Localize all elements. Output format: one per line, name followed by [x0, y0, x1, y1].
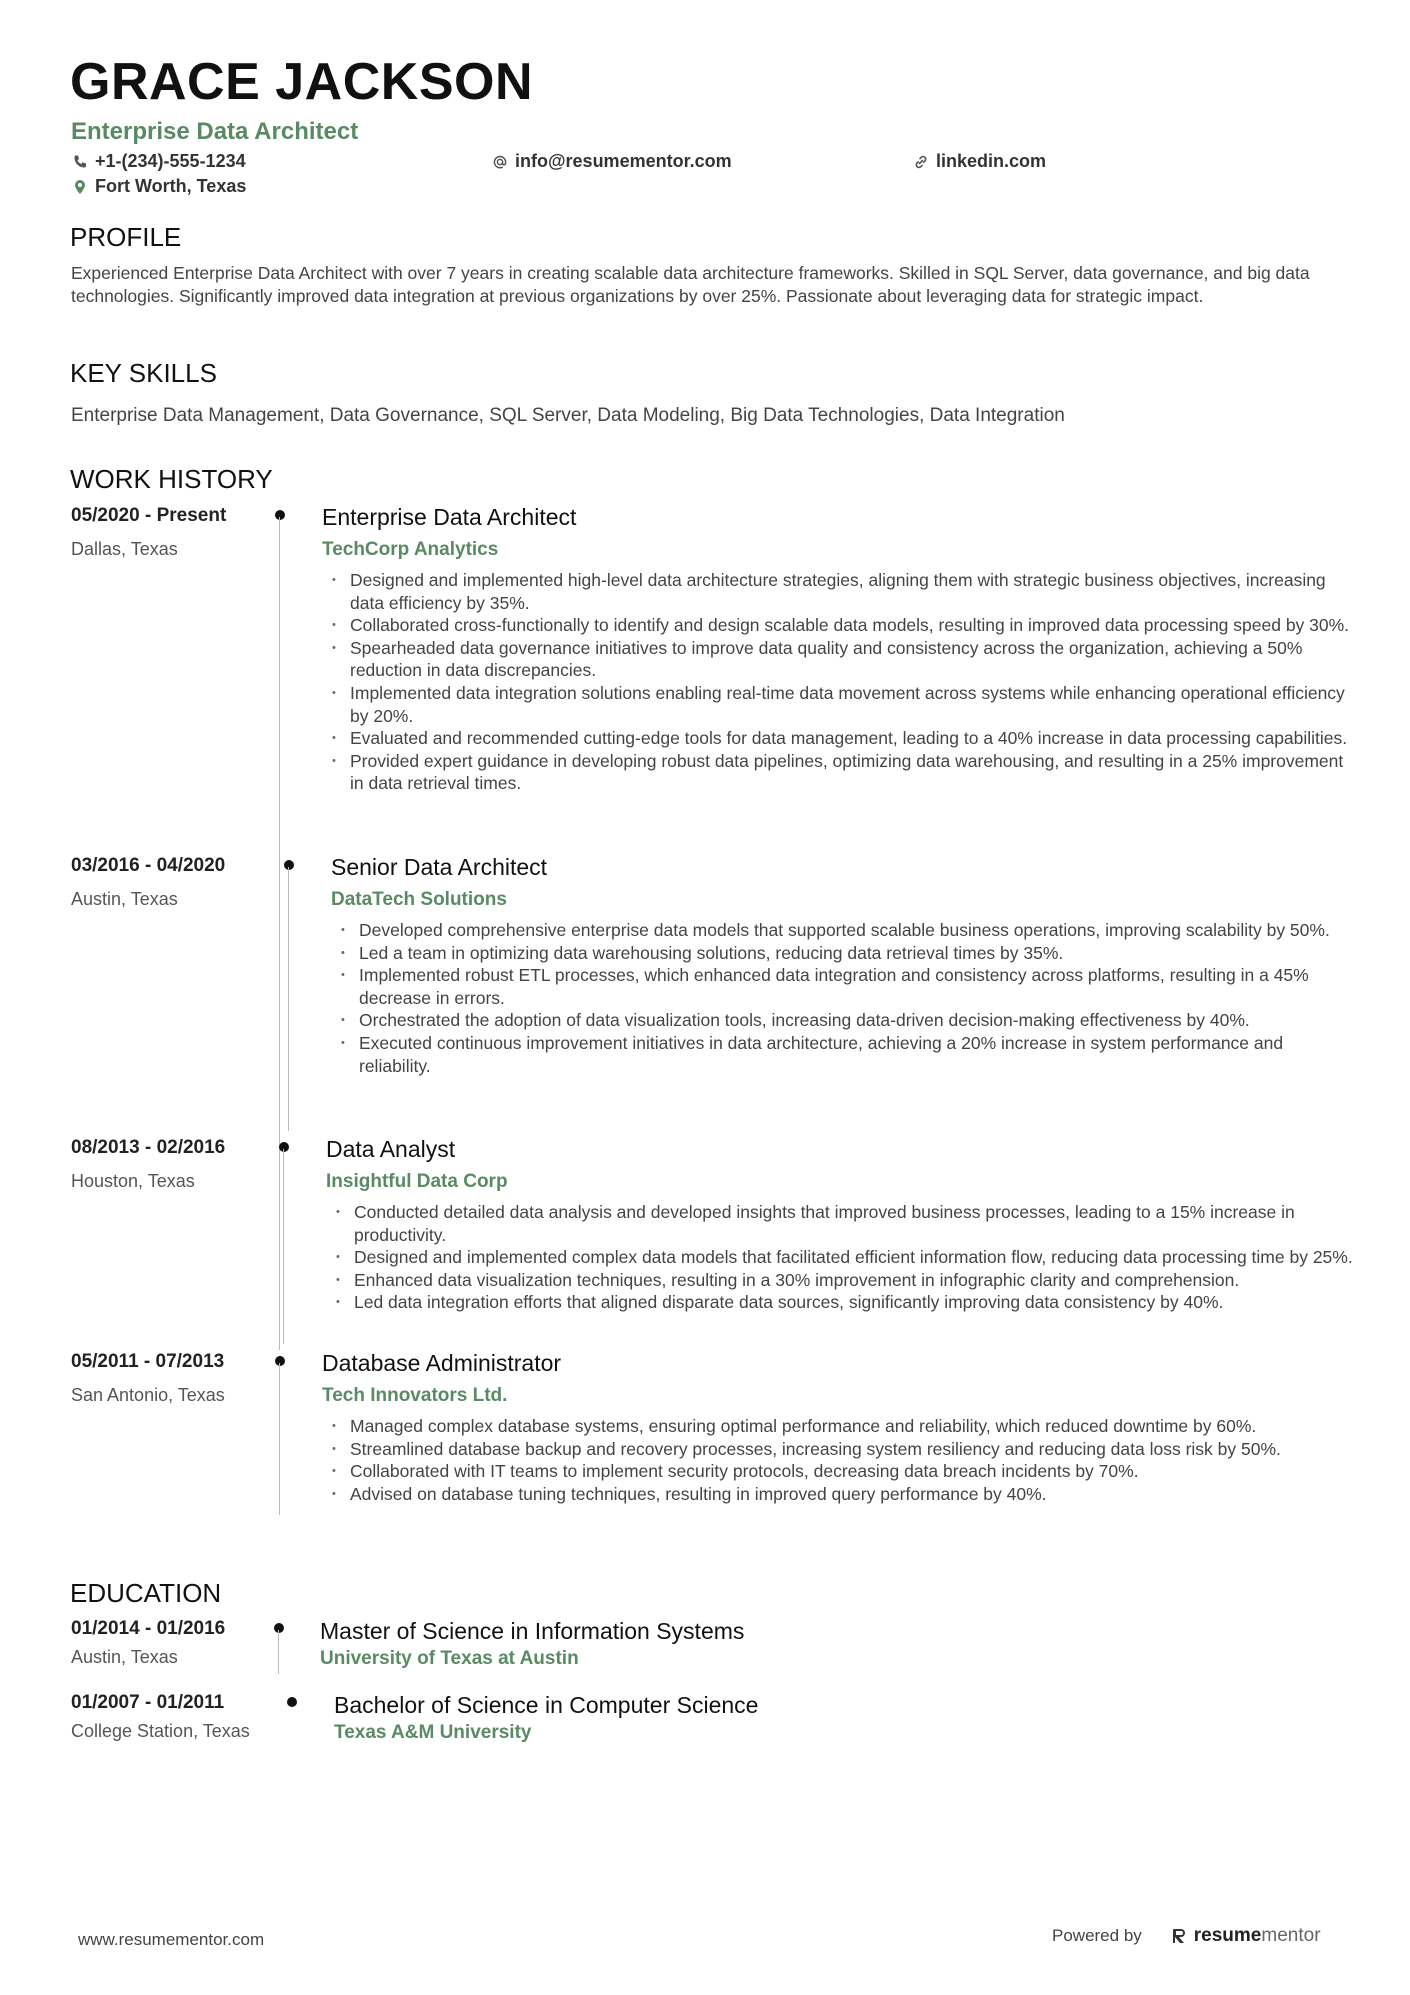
list-item: • Advised on database tuning techniques, resulting in improved query performance by 40%.: [327, 1483, 1357, 1506]
list-item: • Managed complex database systems, ensuring optimal performance and reliability, which reduced downtime by 60%.: [327, 1415, 1357, 1438]
degree-title: Master of Science in Information Systems: [320, 1618, 745, 1644]
job-date: 05/2011 - 07/2013: [71, 1351, 225, 1372]
company-name: Insightful Data Corp: [326, 1171, 508, 1192]
job-title: Enterprise Data Architect: [322, 504, 577, 530]
brand-bold: resume: [1193, 1925, 1262, 1946]
job-bullets: [331, 1201, 1356, 1314]
phone-text[interactable]: +1-(234)-555-1234: [95, 151, 246, 171]
candidate-role: Enterprise Data Architect: [71, 118, 359, 145]
list-item: • Streamlined database backup and recovery processes, increasing system resiliency and reducing data loss risk by 50%.: [327, 1438, 1357, 1461]
timeline-dot: [275, 510, 285, 520]
company-name: TechCorp Analytics: [322, 539, 499, 560]
job-location: Dallas, Texas: [71, 539, 178, 559]
timeline-line: [278, 1630, 279, 1674]
list-item: • Orchestrated the adoption of data visualization tools, increasing data-driven decision-making effectiveness by 40%.: [336, 1009, 1356, 1032]
timeline-line: [283, 1149, 284, 1344]
job-title: Data Analyst: [326, 1136, 456, 1162]
timeline-dot: [287, 1697, 297, 1707]
list-item: • Executed continuous improvement initiatives in data architecture, achieving a 20% increase in system performance and reliability.: [336, 1032, 1356, 1077]
list-item: • Designed and implemented complex data models that facilitated efficient information flow, reducing data processing time by 25%.: [331, 1246, 1356, 1269]
job-date: 08/2013 - 02/2016: [71, 1137, 226, 1158]
profile-text: Experienced Enterprise Data Architect with over 7 years in creating scalable data architecture frameworks. Skilled in SQL Server, data governance, and big data technologies. Significantly improved data integration at previous organizations by over 25%. Passionate about leveraging data for strategic impact.: [71, 263, 1310, 306]
candidate-name: GRACE JACKSON: [70, 53, 533, 111]
phone-icon: [72, 154, 88, 170]
contact-location: [72, 176, 246, 197]
list-item: • Collaborated with IT teams to implement security protocols, decreasing data breach incidents by 70%.: [327, 1460, 1357, 1483]
list-item: • Provided expert guidance in developing robust data pipelines, optimizing data warehousing, and resulting in a 25% improvement in data retrieval times.: [327, 750, 1357, 795]
job-bullets: [327, 1415, 1357, 1505]
timeline-dot: [274, 1623, 284, 1633]
at-icon: [492, 154, 508, 170]
list-item: • Implemented data integration solutions enabling real-time data movement across systems while enhancing operational efficiency by 20%.: [327, 682, 1357, 727]
education-date: 01/2014 - 01/2016: [71, 1618, 226, 1639]
contact-linkedin: [913, 151, 1046, 172]
list-item: • Designed and implemented high-level data architecture strategies, aligning them with strategic business objectives, increasing data efficiency by 35%.: [327, 569, 1357, 614]
location-pin-icon: [72, 179, 88, 195]
list-item: • Spearheaded data governance initiatives to improve data quality and consistency across the organization, achieving a 50% reduction in data discrepancies.: [327, 637, 1357, 682]
email-text[interactable]: info@resumementor.com: [515, 151, 732, 171]
timeline-dot: [279, 1142, 289, 1152]
list-item: • Led data integration efforts that aligned disparate data sources, significantly improving data consistency by 40%.: [331, 1291, 1356, 1314]
brand-light: mentor: [1261, 1925, 1321, 1946]
job-title: Senior Data Architect: [331, 854, 548, 880]
powered-by-label: Powered by: [1052, 1926, 1142, 1945]
company-name: DataTech Solutions: [331, 889, 507, 910]
resumementor-logo-icon: [1172, 1927, 1188, 1945]
list-item: • Implemented robust ETL processes, which enhanced data integration and consistency across platforms, resulting in a 45% decrease in errors.: [336, 964, 1356, 1009]
work-history-heading: WORK HISTORY: [70, 464, 273, 494]
school-name: Texas A&M University: [334, 1722, 532, 1743]
timeline-dot: [284, 860, 294, 870]
education-date: 01/2007 - 01/2011: [71, 1692, 225, 1713]
profile-heading: PROFILE: [70, 222, 182, 252]
contact-email: [492, 151, 732, 172]
list-item: • Collaborated cross-functionally to identify and design scalable data models, resulting in improved data processing speed by 30%.: [327, 614, 1357, 637]
school-name: University of Texas at Austin: [320, 1648, 579, 1669]
job-location: Houston, Texas: [71, 1171, 195, 1191]
job-title: Database Administrator: [322, 1350, 562, 1376]
education-location: College Station, Texas: [71, 1721, 250, 1741]
timeline-dot: [275, 1356, 285, 1366]
list-item: • Evaluated and recommended cutting-edge tools for data management, leading to a 40% increase in data processing capabilities.: [327, 727, 1357, 750]
list-item: • Led a team in optimizing data warehousing solutions, reducing data retrieval times by 35%.: [336, 942, 1356, 965]
footer-branding: [1052, 1925, 1321, 1947]
list-item: • Developed comprehensive enterprise data models that supported scalable business operations, improving scalability by 50%.: [336, 919, 1356, 942]
company-name: Tech Innovators Ltd.: [322, 1385, 508, 1406]
skills-text: Enterprise Data Management, Data Governance, SQL Server, Data Modeling, Big Data Technologies, Data Integration: [71, 405, 1065, 426]
skills-heading: KEY SKILLS: [70, 358, 217, 388]
contact-phone: [72, 151, 246, 172]
job-date: 03/2016 - 04/2020: [71, 855, 226, 876]
education-location: Austin, Texas: [71, 1647, 178, 1667]
list-item: • Conducted detailed data analysis and developed insights that improved business processes, leading to a 15% increase in productivity.: [331, 1201, 1356, 1246]
footer-website[interactable]: www.resumementor.com: [78, 1930, 265, 1949]
resumementor-logo[interactable]: [1172, 1925, 1321, 1947]
job-bullets: [336, 919, 1356, 1077]
list-item: • Enhanced data visualization techniques, resulting in a 30% improvement in infographic clarity and comprehension.: [331, 1269, 1356, 1292]
education-heading: EDUCATION: [70, 1578, 222, 1608]
degree-title: Bachelor of Science in Computer Science: [334, 1692, 759, 1718]
timeline-line: [279, 1363, 280, 1515]
job-location: Austin, Texas: [71, 889, 178, 909]
link-icon: [913, 154, 929, 170]
job-bullets: [327, 569, 1357, 795]
linkedin-text[interactable]: linkedin.com: [936, 151, 1047, 171]
location-text: Fort Worth, Texas: [95, 176, 247, 196]
job-location: San Antonio, Texas: [71, 1385, 225, 1405]
job-date: 05/2020 - Present: [71, 505, 227, 526]
timeline-line: [288, 867, 289, 1131]
timeline-line: [279, 517, 280, 1350]
